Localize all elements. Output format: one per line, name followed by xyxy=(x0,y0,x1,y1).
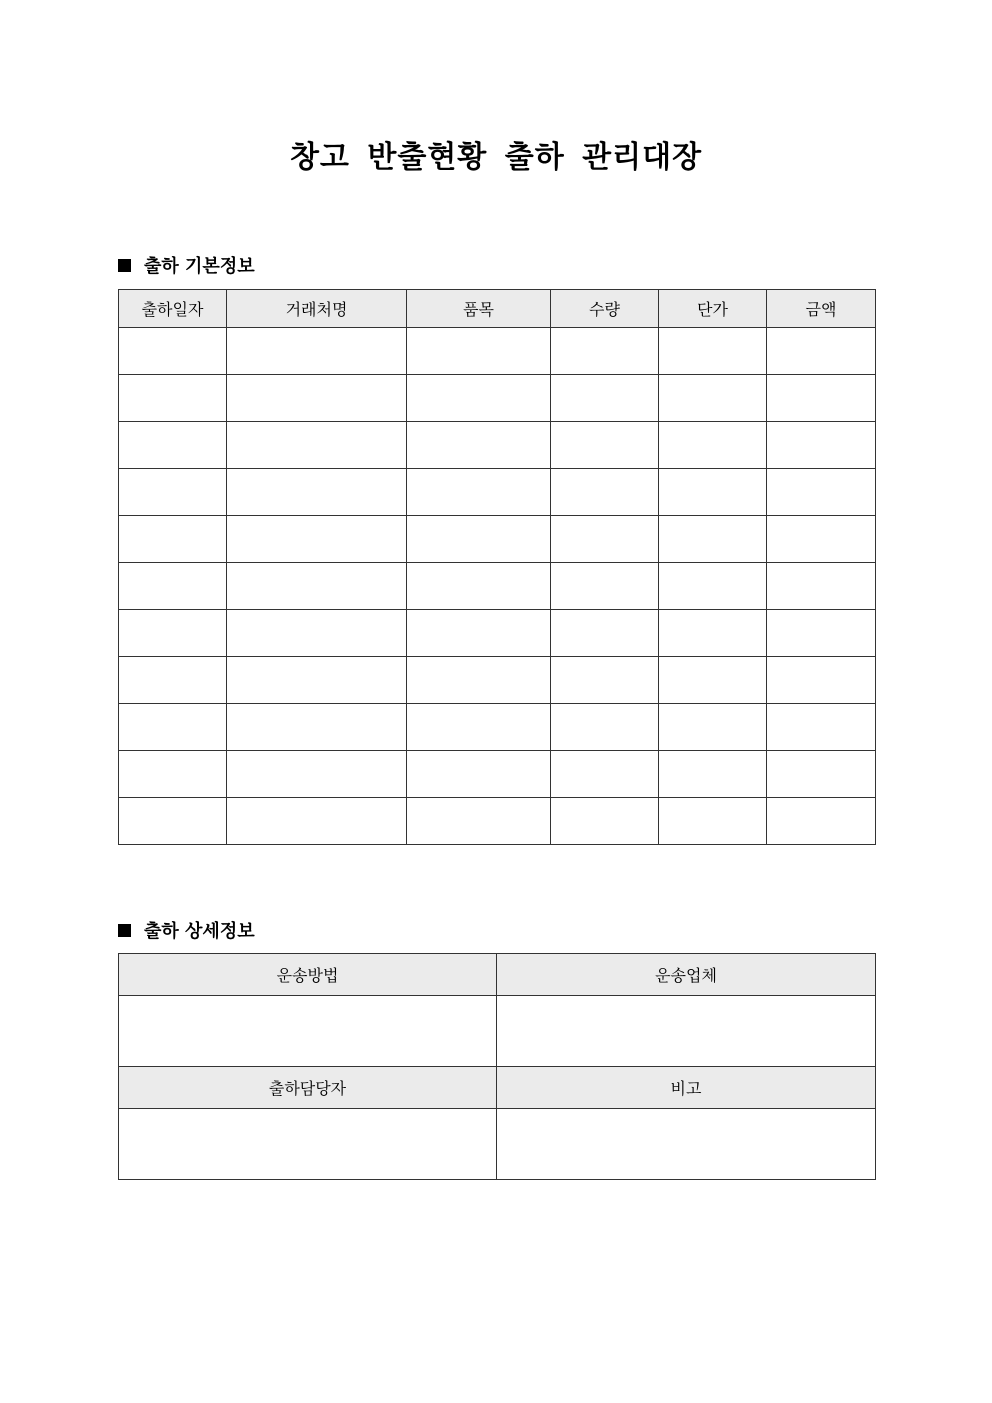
cell-unit-price[interactable] xyxy=(659,328,767,375)
table-row xyxy=(119,751,876,798)
label-remarks: 비고 xyxy=(497,1067,876,1109)
cell-item[interactable] xyxy=(407,328,551,375)
cell-quantity[interactable] xyxy=(551,516,659,563)
cell-unit-price[interactable] xyxy=(659,798,767,845)
cell-amount[interactable] xyxy=(767,563,876,610)
cell-amount[interactable] xyxy=(767,798,876,845)
cell-unit-price[interactable] xyxy=(659,375,767,422)
cell-ship-date[interactable] xyxy=(119,375,227,422)
cell-client-name[interactable] xyxy=(227,610,407,657)
value-remarks[interactable] xyxy=(497,1109,876,1180)
cell-amount[interactable] xyxy=(767,328,876,375)
cell-unit-price[interactable] xyxy=(659,563,767,610)
table-row xyxy=(119,1109,876,1180)
cell-item[interactable] xyxy=(407,657,551,704)
cell-amount[interactable] xyxy=(767,469,876,516)
column-header-ship-date: 출하일자 xyxy=(119,290,227,328)
cell-unit-price[interactable] xyxy=(659,469,767,516)
table-row xyxy=(119,422,876,469)
shipment-basic-table xyxy=(118,289,876,845)
cell-unit-price[interactable] xyxy=(659,610,767,657)
cell-quantity[interactable] xyxy=(551,563,659,610)
cell-quantity[interactable] xyxy=(551,422,659,469)
table-header-row xyxy=(119,954,876,996)
shipment-detail-table xyxy=(118,953,876,1180)
cell-ship-date[interactable] xyxy=(119,798,227,845)
square-bullet-icon xyxy=(118,924,131,937)
table-row xyxy=(119,328,876,375)
cell-item[interactable] xyxy=(407,422,551,469)
cell-client-name[interactable] xyxy=(227,422,407,469)
cell-ship-date[interactable] xyxy=(119,422,227,469)
label-shipping-method: 운송방법 xyxy=(119,954,497,996)
section-heading-basic-info xyxy=(118,252,255,278)
square-bullet-icon xyxy=(118,259,131,272)
section-heading-label: 출하 기본정보 xyxy=(144,256,255,277)
cell-ship-date[interactable] xyxy=(119,328,227,375)
section-heading-label: 출하 상세정보 xyxy=(144,921,255,942)
section-heading-detail-info xyxy=(118,917,255,943)
label-carrier: 운송업체 xyxy=(497,954,876,996)
cell-amount[interactable] xyxy=(767,375,876,422)
table-row xyxy=(119,375,876,422)
cell-item[interactable] xyxy=(407,469,551,516)
cell-amount[interactable] xyxy=(767,610,876,657)
cell-quantity[interactable] xyxy=(551,328,659,375)
cell-amount[interactable] xyxy=(767,751,876,798)
table-row xyxy=(119,657,876,704)
cell-client-name[interactable] xyxy=(227,469,407,516)
table-row xyxy=(119,610,876,657)
cell-item[interactable] xyxy=(407,563,551,610)
cell-unit-price[interactable] xyxy=(659,657,767,704)
column-header-quantity: 수량 xyxy=(551,290,659,328)
table-row xyxy=(119,563,876,610)
cell-item[interactable] xyxy=(407,798,551,845)
cell-ship-date[interactable] xyxy=(119,751,227,798)
cell-client-name[interactable] xyxy=(227,375,407,422)
cell-quantity[interactable] xyxy=(551,751,659,798)
column-header-item: 품목 xyxy=(407,290,551,328)
cell-item[interactable] xyxy=(407,375,551,422)
table-row xyxy=(119,469,876,516)
value-carrier[interactable] xyxy=(497,996,876,1067)
value-shipping-manager[interactable] xyxy=(119,1109,497,1180)
cell-client-name[interactable] xyxy=(227,751,407,798)
cell-unit-price[interactable] xyxy=(659,422,767,469)
table-row xyxy=(119,996,876,1067)
cell-ship-date[interactable] xyxy=(119,563,227,610)
cell-ship-date[interactable] xyxy=(119,469,227,516)
cell-client-name[interactable] xyxy=(227,328,407,375)
cell-amount[interactable] xyxy=(767,657,876,704)
cell-quantity[interactable] xyxy=(551,798,659,845)
cell-amount[interactable] xyxy=(767,422,876,469)
cell-quantity[interactable] xyxy=(551,657,659,704)
table-header-row xyxy=(119,290,876,328)
cell-unit-price[interactable] xyxy=(659,751,767,798)
cell-item[interactable] xyxy=(407,704,551,751)
table-row xyxy=(119,704,876,751)
cell-ship-date[interactable] xyxy=(119,657,227,704)
cell-client-name[interactable] xyxy=(227,704,407,751)
cell-unit-price[interactable] xyxy=(659,704,767,751)
table-header-row xyxy=(119,1067,876,1109)
label-shipping-manager: 출하담당자 xyxy=(119,1067,497,1109)
cell-ship-date[interactable] xyxy=(119,704,227,751)
cell-amount[interactable] xyxy=(767,704,876,751)
value-shipping-method[interactable] xyxy=(119,996,497,1067)
table-row xyxy=(119,516,876,563)
cell-client-name[interactable] xyxy=(227,798,407,845)
cell-item[interactable] xyxy=(407,516,551,563)
cell-quantity[interactable] xyxy=(551,704,659,751)
cell-ship-date[interactable] xyxy=(119,610,227,657)
cell-unit-price[interactable] xyxy=(659,516,767,563)
cell-ship-date[interactable] xyxy=(119,516,227,563)
cell-amount[interactable] xyxy=(767,516,876,563)
cell-quantity[interactable] xyxy=(551,375,659,422)
table-row xyxy=(119,798,876,845)
cell-quantity[interactable] xyxy=(551,469,659,516)
cell-client-name[interactable] xyxy=(227,516,407,563)
column-header-unit-price: 단가 xyxy=(659,290,767,328)
cell-client-name[interactable] xyxy=(227,563,407,610)
cell-item[interactable] xyxy=(407,610,551,657)
cell-quantity[interactable] xyxy=(551,610,659,657)
cell-item[interactable] xyxy=(407,751,551,798)
document-title: 창고 반출현황 출하 관리대장 xyxy=(289,140,703,175)
cell-client-name[interactable] xyxy=(227,657,407,704)
column-header-amount: 금액 xyxy=(767,290,876,328)
column-header-client-name: 거래처명 xyxy=(227,290,407,328)
